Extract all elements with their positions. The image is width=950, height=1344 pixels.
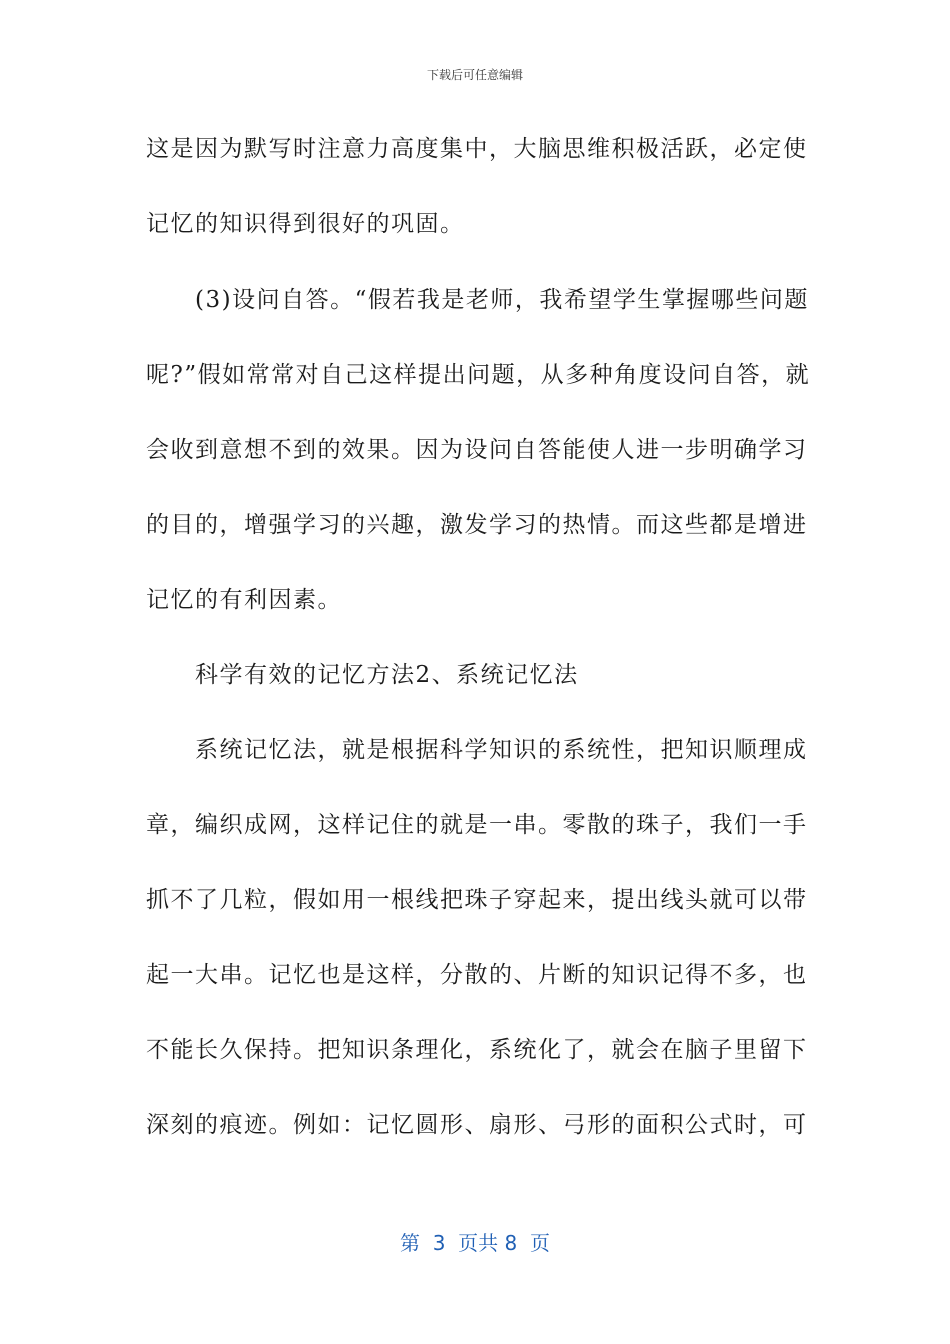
text-line: (3)设问自答。“假若我是老师，我希望学生掌握哪些问题 [146,287,809,313]
section-heading: 科学有效的记忆方法2、系统记忆法 [146,662,579,688]
text-line: 章，编织成网，这样记住的就是一串。零散的珠子，我们一手 [146,812,808,838]
text-line: 这是因为默写时注意力高度集中，大脑思维积极活跃，必定使 [146,136,808,162]
text-line: 深刻的痕迹。例如：记忆圆形、扇形、弓形的面积公式时，可 [146,1112,808,1138]
page-number-footer: 第 3 页共 8 页 [400,1231,550,1255]
text-line: 记忆的知识得到很好的巩固。 [146,211,465,237]
text-line: 的目的，增强学习的兴趣，激发学习的热情。而这些都是增进 [146,512,808,538]
text-line: 记忆的有利因素。 [146,587,342,613]
text-line: 不能长久保持。把知识条理化，系统化了，就会在脑子里留下 [146,1037,808,1063]
text-line: 抓不了几粒，假如用一根线把珠子穿起来，提出线头就可以带 [146,887,808,913]
text-line: 起一大串。记忆也是这样，分散的、片断的知识记得不多，也 [146,962,808,988]
text-line: 会收到意想不到的效果。因为设问自答能使人进一步明确学习 [146,437,808,463]
page-header-note: 下载后可任意编辑 [426,68,523,82]
text-line: 呢?”假如常常对自己这样提出问题，从多种角度设问自答，就 [146,362,811,388]
text-line: 系统记忆法，就是根据科学知识的系统性，把知识顺理成 [146,737,808,763]
